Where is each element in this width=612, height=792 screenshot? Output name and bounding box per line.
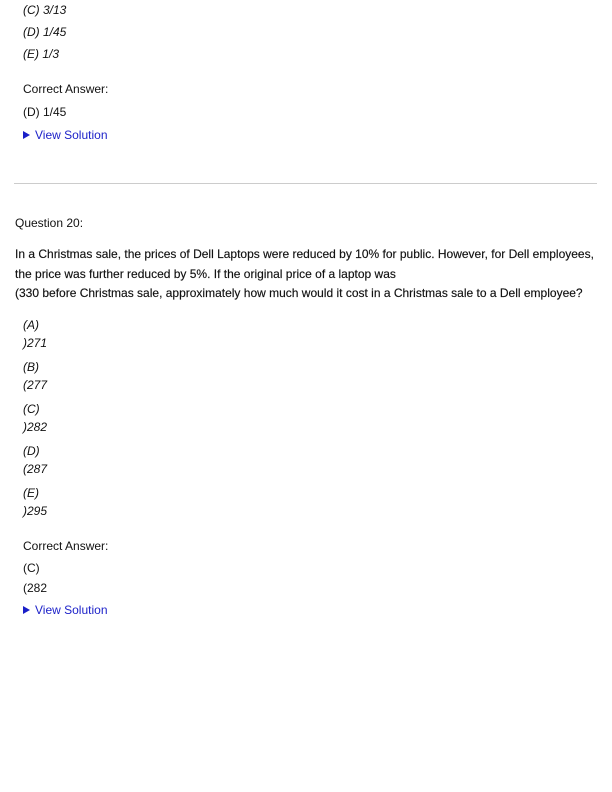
view-solution-label: View Solution	[35, 128, 108, 142]
correct-answer-label: Correct Answer:	[23, 539, 109, 553]
option-d-value: (287	[23, 462, 48, 476]
option-e-value: )295	[23, 504, 48, 518]
option-c: (C) 3/13	[23, 3, 67, 17]
question-text-line-1: In a Christmas sale, the prices of Dell Laptops were reduced by 10% for public. However, for Dell employees,	[15, 247, 594, 261]
option-c-value: )282	[23, 420, 48, 434]
correct-answer-value: (D) 1/45	[23, 105, 67, 119]
section-divider	[14, 183, 597, 184]
option-a-letter: (A)	[23, 318, 39, 332]
view-solution-label: View Solution	[35, 603, 108, 617]
question-text-line-2: the price was further reduced by 5%. If the original price of a laptop was	[15, 267, 396, 281]
option-b-letter: (B)	[23, 360, 39, 374]
option-b-value: (277	[23, 378, 48, 392]
view-solution-link[interactable]	[23, 128, 108, 142]
question-text-line-3: (330 before Christmas sale, approximately how much would it cost in a Christmas sale to a Dell employee?	[15, 286, 583, 300]
option-c-letter: (C)	[23, 402, 40, 416]
option-e: (E) 1/3	[23, 47, 60, 61]
option-d-letter: (D)	[23, 444, 40, 458]
correct-answer-label: Correct Answer:	[23, 82, 109, 96]
option-e-letter: (E)	[23, 486, 39, 500]
option-d: (D) 1/45	[23, 25, 67, 39]
view-solution-link[interactable]	[23, 603, 108, 617]
correct-answer-value: (282	[23, 581, 48, 595]
question-title: Question 20:	[15, 216, 84, 230]
correct-answer-letter: (C)	[23, 561, 40, 575]
option-a-value: )271	[23, 336, 48, 350]
expand-triangle-icon	[23, 606, 30, 614]
expand-triangle-icon	[23, 131, 30, 139]
